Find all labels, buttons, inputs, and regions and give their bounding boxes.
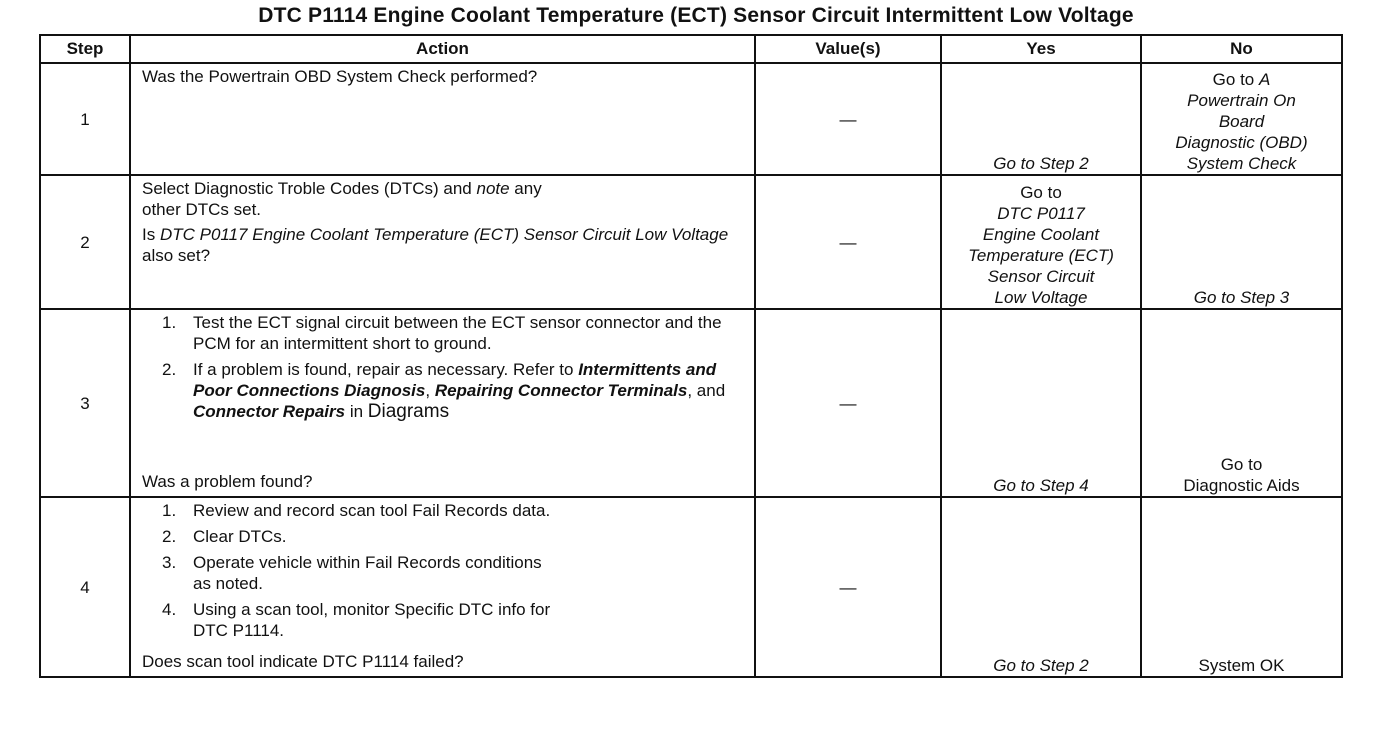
yes-link-dtc-p0117-line[interactable]: Sensor Circuit bbox=[987, 267, 1095, 286]
action-question: Was a problem found? bbox=[142, 472, 313, 491]
question-text: Is bbox=[142, 225, 160, 244]
no-goto-line bbox=[1142, 69, 1341, 90]
header-step: Step bbox=[40, 35, 130, 63]
yes-link-step-2[interactable]: Go to Step 2 bbox=[993, 154, 1089, 173]
diagrams-reference: Diagrams bbox=[367, 401, 450, 422]
table-row-step-2 bbox=[40, 175, 1342, 309]
action-cell bbox=[130, 309, 755, 497]
action-cell bbox=[130, 497, 755, 677]
instruction-text: Select Diagnostic Troble Codes (DTCs) and bbox=[142, 179, 477, 198]
no-cell bbox=[1141, 63, 1342, 175]
action-instruction bbox=[142, 178, 748, 199]
list-item-text: , bbox=[425, 381, 435, 400]
step-number: 3 bbox=[40, 309, 130, 497]
no-goto-label: Go to bbox=[1220, 455, 1263, 474]
list-item bbox=[142, 526, 748, 547]
list-item-text: Using a scan tool, monitor Specific DTC info for bbox=[193, 600, 551, 619]
list-item bbox=[142, 599, 748, 641]
table-row-step-4 bbox=[40, 497, 1342, 677]
no-cell bbox=[1141, 175, 1342, 309]
instruction-text: any bbox=[509, 179, 542, 198]
repairing-terminals-link[interactable]: Repairing Connector Terminals bbox=[434, 381, 688, 400]
value-cell: — bbox=[755, 63, 941, 175]
yes-link-dtc-p0117-line[interactable]: Low Voltage bbox=[994, 288, 1088, 307]
yes-link-dtc-p0117[interactable]: DTC P0117 bbox=[997, 204, 1085, 223]
list-item-text: Operate vehicle within Fail Records conditions bbox=[193, 553, 542, 572]
table-header bbox=[40, 35, 1342, 63]
table-row-step-3 bbox=[40, 309, 1342, 497]
list-item bbox=[142, 552, 748, 594]
table-row-step-1 bbox=[40, 63, 1342, 175]
list-item-number: 2. bbox=[162, 527, 177, 546]
list-item bbox=[142, 500, 748, 521]
yes-link-step-4[interactable]: Go to Step 4 bbox=[993, 476, 1089, 495]
no-link-diagnostic-aids[interactable]: Diagnostic Aids bbox=[1183, 476, 1300, 495]
yes-link-dtc-p0117-line[interactable]: Engine Coolant bbox=[982, 225, 1100, 244]
no-goto-prefix: Go to bbox=[1212, 70, 1259, 89]
list-item-text: , and bbox=[687, 381, 726, 400]
procedure-list bbox=[142, 500, 748, 641]
value-cell: — bbox=[755, 175, 941, 309]
value-cell: — bbox=[755, 309, 941, 497]
action-cell bbox=[130, 175, 755, 309]
no-link-obd-check-line[interactable]: Board bbox=[1218, 112, 1265, 131]
no-link-obd-check-line[interactable]: Diagnostic (OBD) bbox=[1175, 133, 1308, 152]
list-item-number: 2. bbox=[162, 360, 177, 379]
list-item-text: in bbox=[345, 402, 368, 421]
step-number: 4 bbox=[40, 497, 130, 677]
list-item-number: 3. bbox=[162, 553, 177, 572]
list-item-text: Clear DTCs. bbox=[193, 527, 287, 546]
yes-cell bbox=[941, 309, 1141, 497]
list-item-text: Review and record scan tool Fail Records data. bbox=[193, 501, 551, 520]
no-cell bbox=[1141, 497, 1342, 677]
procedure-list bbox=[142, 312, 748, 422]
no-cell bbox=[1141, 309, 1342, 497]
list-item-number: 1. bbox=[162, 501, 177, 520]
header-yes: Yes bbox=[941, 35, 1141, 63]
intermittents-diagnosis-link[interactable]: Intermittents and Poor Connections Diagnosis bbox=[193, 360, 717, 400]
no-link-obd-check-line[interactable]: System Check bbox=[1186, 154, 1297, 173]
header-row bbox=[40, 35, 1342, 63]
list-item-text: Test the ECT signal circuit between the ECT sensor connector and the PCM for an intermittent short to ground. bbox=[193, 313, 722, 353]
list-item-number: 4. bbox=[162, 600, 177, 619]
connector-repairs-link[interactable]: Connector Repairs bbox=[193, 402, 346, 421]
list-item-text: If a problem is found, repair as necessary. Refer to bbox=[193, 360, 579, 379]
no-result-system-ok: System OK bbox=[1198, 656, 1285, 675]
list-item-number: 1. bbox=[162, 313, 177, 332]
yes-link-dtc-p0117-line[interactable]: Temperature (ECT) bbox=[968, 246, 1114, 265]
value-cell: — bbox=[755, 497, 941, 677]
no-link-obd-check[interactable]: A bbox=[1258, 70, 1271, 89]
question-text: also set? bbox=[142, 246, 211, 265]
yes-cell bbox=[941, 63, 1141, 175]
yes-cell bbox=[941, 497, 1141, 677]
header-no: No bbox=[1141, 35, 1342, 63]
action-question: Does scan tool indicate DTC P1114 failed? bbox=[142, 652, 464, 671]
page-title: DTC P1114 Engine Coolant Temperature (ECT) Sensor Circuit Intermittent Low Voltage bbox=[258, 4, 1134, 27]
header-values: Value(s) bbox=[755, 35, 941, 63]
yes-link-step-2[interactable]: Go to Step 2 bbox=[993, 656, 1089, 675]
action-instruction-cont: other DTCs set. bbox=[142, 200, 262, 219]
step-number: 2 bbox=[40, 175, 130, 309]
yes-goto-label: Go to bbox=[1020, 183, 1062, 202]
list-item-text: as noted. bbox=[193, 574, 263, 593]
list-item-text: DTC P1114. bbox=[193, 621, 285, 640]
no-link-obd-check-line[interactable]: Powertrain On bbox=[1187, 91, 1296, 110]
list-item bbox=[142, 312, 748, 354]
yes-cell bbox=[941, 175, 1141, 309]
header-action: Action bbox=[130, 35, 755, 63]
action-question bbox=[142, 224, 748, 266]
diagnostic-table bbox=[39, 34, 1343, 678]
action-cell bbox=[130, 63, 755, 175]
dtc-p0117-reference[interactable]: DTC P0117 Engine Coolant Temperature (ECT) Sensor Circuit Low Voltage bbox=[159, 225, 729, 244]
no-link-step-3[interactable]: Go to Step 3 bbox=[1193, 288, 1290, 307]
action-question: Was the Powertrain OBD System Check performed? bbox=[142, 67, 538, 86]
instruction-emphasis: note bbox=[476, 179, 510, 198]
step-number: 1 bbox=[40, 63, 130, 175]
list-item bbox=[142, 359, 748, 422]
